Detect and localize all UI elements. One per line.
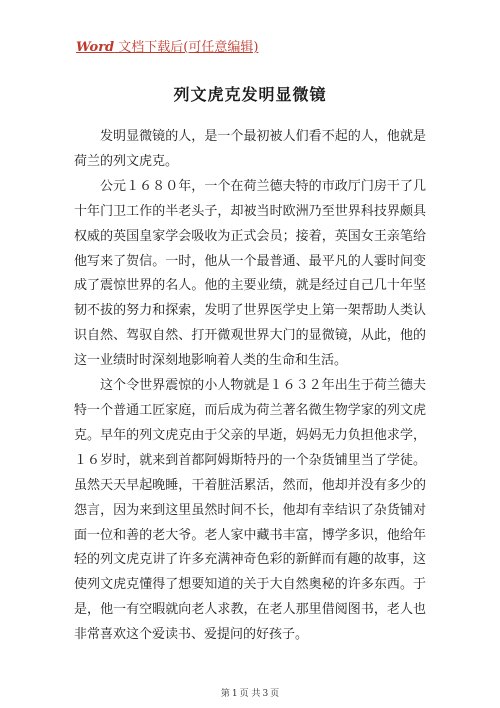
- paragraph-3: 这个令世界震惊的小人物就是１６３２年出生于荷兰德夫特一个普通工匠家庭，而后成为荷兰著名微生物学家的列文虎克。早年的列文虎克由于父亲的早逝，妈妈无力负担他求学，１６岁时，就来到首都阿姆斯特丹的一个杂货铺里当了学徒。虽然天天早起晚睡，干着脏活累活，然而，他却并没有多少的怨言，因为来到这里虽然时间不长，他却有幸结识了杂货铺对面一位和善的老大爷。老人家中藏书丰富，博学多识，他给年轻的列文虎克讲了许多充满神奇色彩的新鲜而有趣的故事，这使列文虎克懂得了想要知道的关于大自然奥秘的许多东西。于是，他一有空暇就向老人求教，在老人那里借阅图书，老人也非常喜欢这个爱读书、爱提问的好孩子。: [74, 378, 426, 643]
- footer-prefix: 第: [220, 689, 230, 699]
- footer-middle: 页 共: [239, 689, 261, 699]
- download-header-link[interactable]: [76, 36, 258, 55]
- document-body: [74, 125, 426, 648]
- footer-suffix: 页: [270, 689, 280, 699]
- footer-page-number: 1: [231, 689, 238, 699]
- paragraph-1: 发明显微镜的人，是一个最初被人们看不起的人，他就是荷兰的列文虎克。: [74, 129, 426, 169]
- document-title: 列文虎克发明显微镜: [173, 85, 327, 104]
- header-link-prefix: Word: [76, 40, 115, 55]
- header-link-text: 文档下载后(可任意编辑): [114, 40, 259, 55]
- page-footer: [0, 686, 500, 699]
- footer-total-pages: 3: [262, 689, 269, 699]
- paragraph-2: 公元１６８０年，一个在荷兰德夫特的市政厅门房干了几十年门卫工作的半老头子，却被当时欧洲乃至世界科技界颇具权威的英国皇家学会吸收为正式会员；接着，英国女王亲笔给他写来了贺信。一时，他从一个最普通、最平凡的人霎时间变成了震惊世界的名人。他的主要业绩，就是经过自己几十年坚韧不拔的努力和探索，发明了世界医学史上第一架帮助人类认识自然、驾驭自然、打开微观世界大门的显微镜，从此，他的这一业绩时时深刻地影响着人类的生命和生活。: [74, 178, 426, 369]
